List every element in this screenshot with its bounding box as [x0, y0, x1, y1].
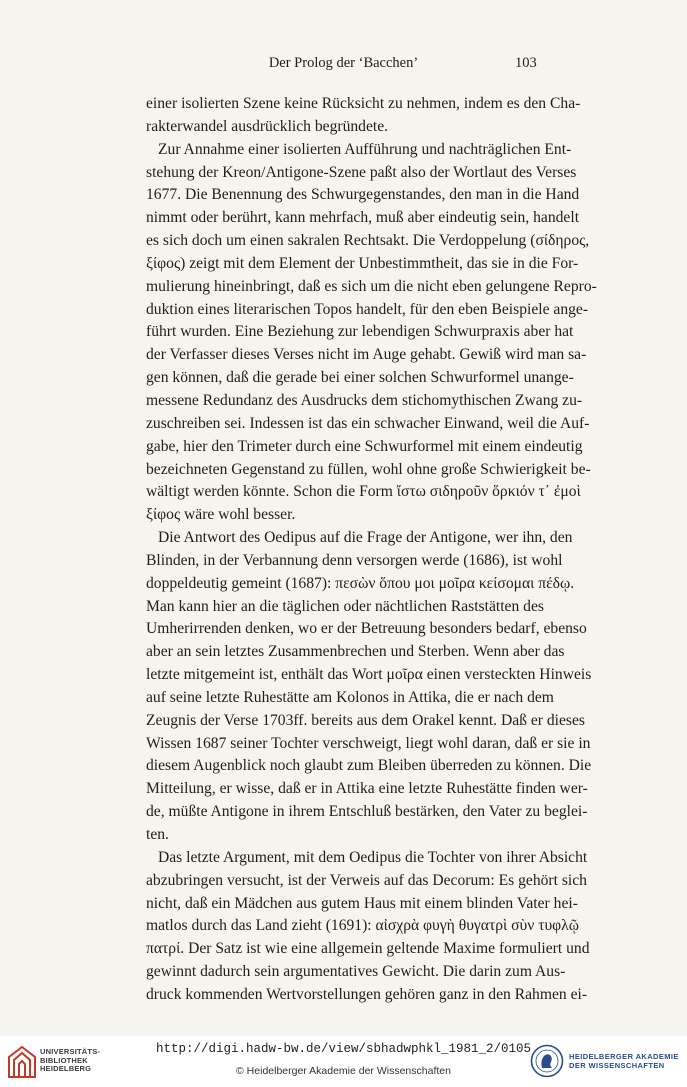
running-head-title: Der Prolog der ‘Bacchen’	[268, 55, 419, 71]
text-line: Zur Annahme einer isolierten Aufführung und nachträglichen Ent-	[158, 140, 572, 158]
text-line: duktion eines literarischen Topos handelt, für den eben Beispiele ange-	[146, 300, 589, 318]
text-line: nimmt oder berührt, kann mehrfach, muß aber eindeutig sein, handelt	[146, 209, 580, 227]
page-number: 103	[515, 55, 537, 71]
text-line: zuschreiben sei. Indessen ist das ein schwacher Einwand, weil die Auf-	[146, 414, 590, 432]
text-line: Wissen 1687 seiner Tochter verschweigt, liegt wohl daran, daß er sie in	[146, 734, 591, 752]
text-line: de, müßte Antigone in ihrem Entschluß bestärken, den Vater zu beglei-	[146, 803, 588, 821]
text-line: rakterwandel ausdrücklich begründete.	[146, 117, 389, 135]
text-line: Mitteilung, er wisse, daß er in Attika eine letzte Ruhestätte finden wer-	[146, 780, 588, 798]
text-line: der Verfasser dieses Verses nicht im Auge gehabt. Gewiß wird man sa-	[146, 346, 587, 364]
text-line: aber an sein letztes Zusammenbrechen und Sterben. Wenn aber das	[146, 643, 565, 661]
body-text	[146, 93, 597, 1007]
permalink-url[interactable]: http://digi.hadw-bw.de/view/sbhadwphkl_1981_2/0105	[155, 1042, 532, 1056]
text-line: ten.	[146, 826, 169, 843]
text-line: Die Antwort des Oedipus auf die Frage der Antigone, wer ihn, den	[158, 529, 573, 547]
academy-seal-icon	[530, 1044, 564, 1078]
text-line: Man kann hier an die täglichen oder nächtlichen Raststätten des	[146, 597, 544, 615]
text-line: letzte mitgemeint ist, enthält das Wort μοῖρα einen versteckten Hinweis	[146, 666, 592, 684]
text-line: diesem Augenblick noch glaubt zum Bleiben überreden zu können. Die	[146, 757, 592, 775]
text-line: Zeugnis der Verse 1703ff. bereits aus dem Orakel kennt. Daß er dieses	[146, 711, 585, 729]
text-line: Blinden, in der Verbannung denn versorgen werde (1686), ist wohl	[146, 551, 563, 569]
text-line: stehung der Kreon/Antigone-Szene paßt also der Wortlaut des Verses	[146, 163, 577, 181]
university-library-name: UNIVERSITÄTS- BIBLIOTHEK HEIDELBERG	[40, 1047, 101, 1073]
text-line: Das letzte Argument, mit dem Oedipus die Tochter von ihrer Absicht	[158, 848, 588, 866]
text-line: wältigt werden könnte. Schon die Form ἴστω σιδηροῦν ὅρκιόν τ᾽ ἐμοὶ	[146, 483, 581, 501]
text-line: doppeldeutig gemeint (1687): πεσὼν ὅπου μοι μοῖρα κείσομαι πέδῳ.	[146, 574, 575, 592]
text-line: matlos durch das Land zieht (1691): αἰσχρὰ φυγὴ θυγατρὶ σὺν τυφλῷ	[146, 917, 580, 935]
text-line: Umherirrenden denken, wo er der Betreuung besonders bedarf, ebenso	[146, 620, 587, 638]
text-line: druck kommenden Wertvorstellungen gehören ganz in den Rahmen ei-	[146, 985, 588, 1003]
academy-name: HEIDELBERGER AKADEMIE DER WISSENSCHAFTEN	[569, 1052, 679, 1070]
text-line: es sich doch um einen sakralen Rechtsakt. Die Verdoppelung (σίδηρος,	[146, 232, 590, 250]
text-line: abzubringen versucht, ist der Verweis auf das Decorum: Es gehört sich	[146, 871, 587, 889]
text-line: gen können, daß die gerade bei einer solchen Schwurformel unange-	[146, 369, 574, 387]
text-line: messene Redundanz des Ausdrucks dem stichomythischen Zwang zu-	[146, 391, 583, 409]
text-line: einer isolierten Szene keine Rücksicht zu nehmen, indem es den Cha-	[146, 95, 581, 112]
text-line: bezeichneten Gegenstand zu füllen, wohl ohne große Schwierigkeit be-	[146, 460, 591, 478]
text-line: nicht, daß ein Mädchen aus gutem Haus mit einem blinden Vater hei-	[146, 894, 578, 912]
text-line: πατρί. Der Satz ist wie eine allgemein geltende Maxime formuliert und	[146, 940, 590, 958]
text-line: ξίφος) zeigt mit dem Element der Unbestimmtheit, das sie in die For-	[146, 254, 579, 272]
text-line: führt wurden. Eine Beziehung zur lebendigen Schwurpraxis aber hat	[146, 323, 574, 341]
text-line: mulierung hineinbringt, daß es sich um die nicht eben gelungene Repro-	[146, 277, 597, 295]
copyright-notice: © Heidelberger Akademie der Wissenschaften	[236, 1065, 451, 1077]
text-line: gabe, hier den Trimeter durch eine Schwurformel mit einem eindeutig	[146, 437, 583, 455]
text-line: 1677. Die Benennung des Schwurgegenstandes, den man in die Hand	[146, 186, 580, 204]
text-line: gewinnt dadurch sein argumentatives Gewicht. Die darin zum Aus-	[146, 963, 566, 981]
text-line: ξίφος wäre wohl besser.	[146, 506, 296, 524]
text-line: auf seine letzte Ruhestätte am Kolonos in Attika, die er nach dem	[146, 688, 554, 706]
footer-bar	[0, 1036, 687, 1087]
running-head	[0, 55, 687, 75]
